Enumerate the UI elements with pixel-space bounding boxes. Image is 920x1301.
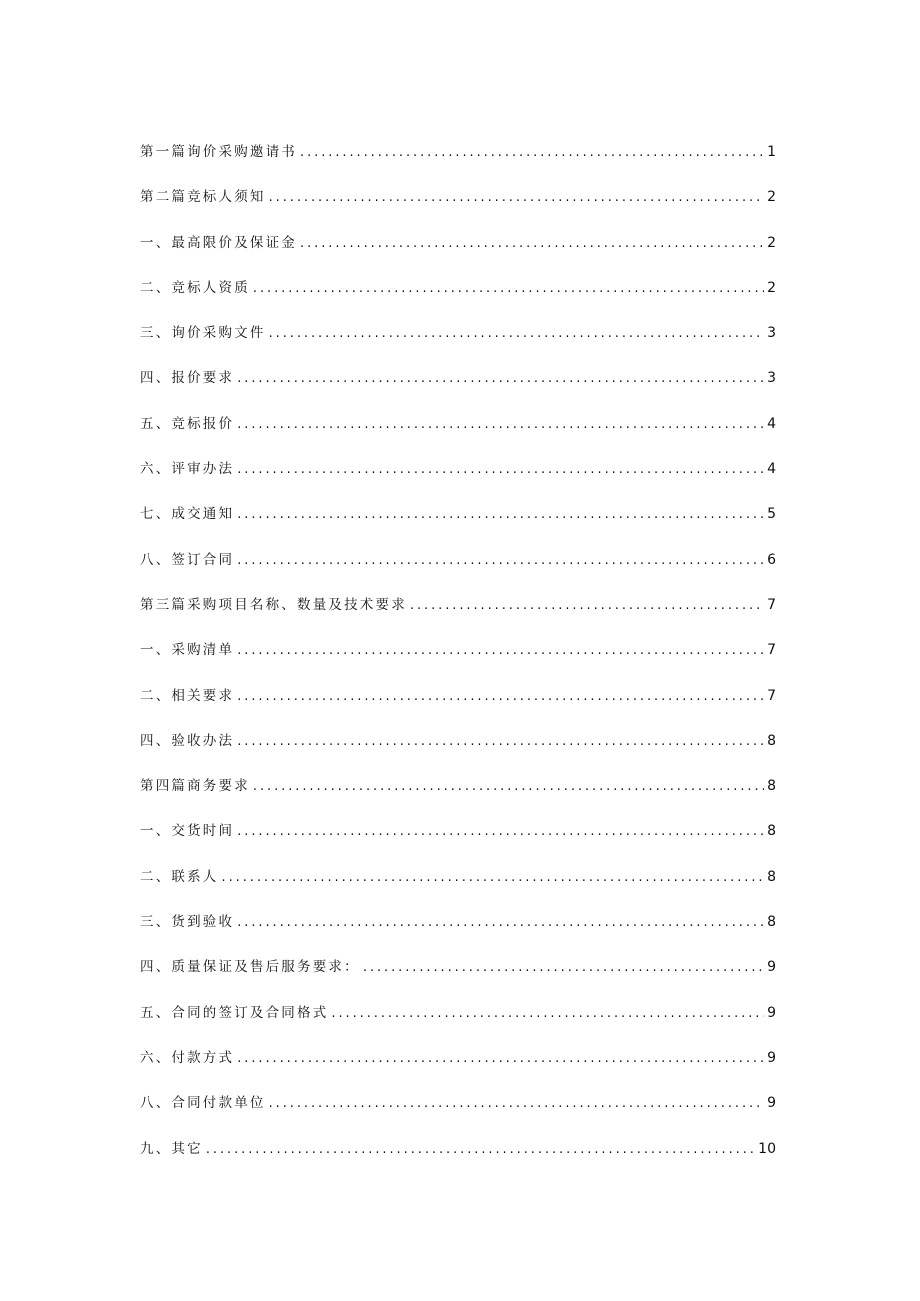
toc-leader-dots [331,1005,764,1021]
toc-entry[interactable] [140,321,776,366]
toc-entry[interactable] [140,1046,776,1091]
toc-entry-page: 4 [767,415,776,432]
toc-leader-dots [237,506,764,522]
toc-leader-dots [237,914,764,930]
toc-entry-title: 二、相关要求 [140,687,235,704]
toc-entry-title: 一、交货时间 [140,823,235,840]
toc-entry[interactable] [140,457,776,502]
toc-entry-title: 六、付款方式 [140,1049,235,1066]
toc-entry[interactable] [140,819,776,864]
toc-leader-dots [300,235,764,251]
toc-entry[interactable] [140,865,776,910]
toc-leader-dots [237,733,764,749]
toc-entry-title: 一、最高限价及保证金 [140,234,297,251]
toc-entry-title: 六、评审办法 [140,461,235,478]
toc-entry[interactable] [140,140,776,185]
toc-entry[interactable] [140,502,776,547]
toc-leader-dots [237,370,764,386]
toc-entry-page: 8 [767,732,776,749]
toc-entry-page: 10 [758,1140,776,1157]
toc-entry-page: 8 [767,778,776,795]
toc-leader-dots [363,959,764,975]
toc-entry-title: 七、成交通知 [140,506,235,523]
toc-leader-dots [206,1141,755,1157]
toc-entry[interactable] [140,1001,776,1046]
toc-entry-title: 第四篇商务要求 [140,778,250,795]
toc-entry[interactable] [140,1137,776,1182]
toc-entry[interactable] [140,185,776,230]
toc-entry[interactable] [140,729,776,774]
toc-entry-page: 9 [767,959,776,976]
toc-entry-page: 9 [767,1049,776,1066]
toc-entry[interactable] [140,548,776,593]
toc-leader-dots [237,823,764,839]
toc-entry[interactable] [140,955,776,1000]
toc-entry-title: 四、报价要求 [140,370,235,387]
toc-entry-page: 2 [767,234,776,251]
toc-entry-title: 一、采购清单 [140,642,235,659]
toc-entry[interactable] [140,684,776,729]
toc-leader-dots [237,416,764,432]
toc-entry[interactable] [140,412,776,457]
toc-entry-title: 二、竞标人资质 [140,279,250,296]
toc-entry-title: 四、质量保证及售后服务要求： [140,959,360,976]
toc-entry-title: 四、验收办法 [140,732,235,749]
toc-entry-page: 9 [767,1004,776,1021]
toc-leader-dots [269,325,764,341]
toc-entry-page: 7 [767,687,776,704]
toc-leader-dots [410,597,764,613]
toc-leader-dots [269,189,764,205]
toc-entry-page: 2 [767,279,776,296]
toc-entry-title: 三、询价采购文件 [140,325,266,342]
toc-entry-page: 8 [767,868,776,885]
toc-leader-dots [253,778,764,794]
toc-entry-page: 2 [767,189,776,206]
toc-entry-page: 8 [767,914,776,931]
toc-entry-page: 5 [767,506,776,523]
toc-entry-title: 九、其它 [140,1140,203,1157]
toc-entry[interactable] [140,276,776,321]
toc-entry-title: 第一篇询价采购邀请书 [140,144,297,160]
toc-entry[interactable] [140,366,776,411]
toc-entry-page: 8 [767,823,776,840]
toc-entry-page: 4 [767,461,776,478]
toc-leader-dots [300,144,764,160]
table-of-contents [140,140,776,1182]
toc-entry-page: 3 [767,370,776,387]
toc-entry[interactable] [140,910,776,955]
toc-entry[interactable] [140,1091,776,1136]
toc-entry[interactable] [140,774,776,819]
toc-leader-dots [237,642,764,658]
toc-leader-dots [253,280,764,296]
toc-entry-title: 第三篇采购项目名称、数量及技术要求 [140,596,407,613]
toc-entry-page: 1 [767,144,776,160]
toc-leader-dots [222,869,765,885]
toc-leader-dots [237,461,764,477]
toc-leader-dots [237,552,764,568]
toc-entry-title: 八、签订合同 [140,551,235,568]
toc-entry[interactable] [140,231,776,276]
toc-entry[interactable] [140,593,776,638]
toc-entry-page: 3 [767,325,776,342]
toc-entry-title: 第二篇竞标人须知 [140,189,266,206]
toc-entry-title: 二、联系人 [140,868,219,885]
toc-leader-dots [269,1095,764,1111]
toc-entry-title: 三、货到验收 [140,914,235,931]
toc-entry-page: 9 [767,1095,776,1112]
toc-entry-title: 五、竞标报价 [140,415,235,432]
toc-leader-dots [237,688,764,704]
toc-leader-dots [237,1050,764,1066]
toc-entry-page: 6 [767,551,776,568]
toc-entry[interactable] [140,638,776,683]
toc-entry-title: 八、合同付款单位 [140,1095,266,1112]
toc-entry-title: 五、合同的签订及合同格式 [140,1004,329,1021]
toc-entry-page: 7 [767,596,776,613]
toc-entry-page: 7 [767,642,776,659]
